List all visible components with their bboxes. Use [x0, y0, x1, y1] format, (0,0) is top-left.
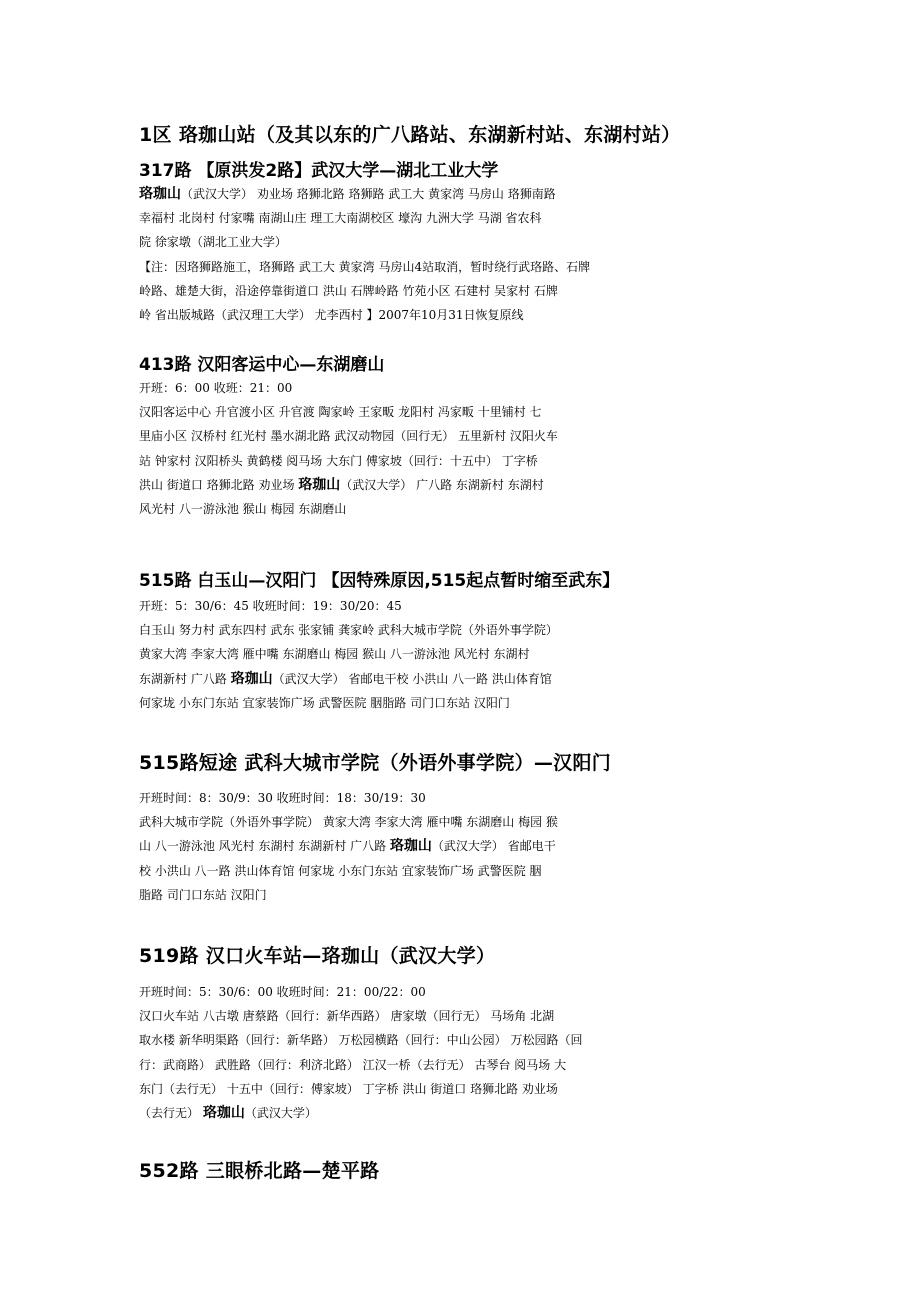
zone-title: 1区 珞珈山站（及其以东的广八路站、东湖新村站、东湖村站）	[139, 124, 681, 146]
route-413-line: 汉阳客运中心 升官渡小区 升官渡 陶家岭 王家畈 龙阳村 冯家畈 十里铺村 七	[139, 405, 542, 420]
route-519-line: 东门（去行无） 十五中（回行：傅家坡） 丁字桥 洪山 街道口 珞狮北路 劝业场	[139, 1081, 558, 1096]
route-515-short-line: 武科大城市学院（外语外事学院） 黄家大湾 李家大湾 雁中嘴 东湖磨山 梅园 猴	[139, 815, 558, 830]
route-519-stops: （去行无）	[139, 1106, 203, 1121]
route-519-body	[139, 980, 582, 1125]
station-highlight: 珞珈山	[389, 838, 432, 855]
route-515-short-line	[139, 834, 558, 858]
route-413-body	[139, 376, 558, 521]
station-highlight: 珞珈山	[230, 670, 273, 687]
route-515-short-title: 515路短途 武科大城市学院（外语外事学院）—汉阳门	[139, 752, 612, 774]
route-515-line: 何家垅 小东门东站 宜家装饰广场 武警医院 胭脂路 司门口东站 汉阳门	[139, 695, 510, 710]
route-519-line: 行：武商路） 武胜路（回行：利济北路） 江汉一桥（去行无） 古琴台 阅马场 大	[139, 1057, 567, 1072]
route-515-short-stops: 山 八一游泳池 风光村 东湖村 东湖新村 广八路	[139, 839, 390, 854]
route-519-stops: （武汉大学）	[244, 1106, 317, 1121]
route-317-note-line: 【注：因珞狮路施工，珞狮路 武工大 黄家湾 马房山4站取消，暂时绕行武珞路、石牌	[139, 259, 591, 274]
route-317-note-line: 岭路、雄楚大街，沿途停靠街道口 洪山 石牌岭路 竹苑小区 石建村 吴家村 石牌	[139, 283, 558, 298]
route-317-title: 317路 【原洪发2路】武汉大学—湖北工业大学	[139, 161, 499, 181]
route-413-line: 站 钟家村 汉阳桥头 黄鹤楼 阅马场 大东门 傅家坡（回行：十五中） 丁字桥	[139, 453, 538, 468]
route-317-line: 幸福村 北岗村 付家嘴 南湖山庄 理工大南湖校区 壕沟 九洲大学 马湖 省农科	[139, 211, 542, 226]
route-515-hours: 开班：5：30/6：45 收班时间：19：30/20：45	[139, 599, 402, 613]
route-317-body	[139, 182, 590, 327]
route-413-line: 风光村 八一游泳池 猴山 梅园 东湖磨山	[139, 502, 347, 517]
route-515-line: 白玉山 努力村 武东四村 武东 张家铺 龚家岭 武科大城市学院（外语外事学院）	[139, 623, 558, 638]
route-515-short-line: 校 小洪山 八一路 洪山体育馆 何家垅 小东门东站 宜家装饰广场 武警医院 胭	[139, 863, 542, 878]
route-413-stops: 洪山 街道口 珞狮北路 劝业场	[139, 477, 299, 492]
station-highlight: 珞珈山	[139, 186, 181, 202]
route-317-line	[139, 182, 590, 206]
route-519-line: 汉口火车站 八古墩 唐蔡路（回行：新华西路） 唐家墩（回行无） 马场角 北湖	[139, 1009, 555, 1024]
route-519-line	[139, 1101, 582, 1125]
route-515-body	[139, 594, 558, 715]
route-413-line: 里庙小区 汉桥村 红光村 墨水湖北路 武汉动物园（回行无） 五里新村 汉阳火车	[139, 429, 558, 444]
route-515-short-body	[139, 786, 558, 907]
route-413-stops: （武汉大学） 广八路 东湖新村 东湖村	[340, 477, 544, 492]
route-515-title: 515路 白玉山—汉阳门 【因特殊原因,515起点暂时缩至武东】	[139, 571, 620, 591]
route-413-hours: 开班：6：00 收班：21：00	[139, 381, 293, 395]
route-515-stops: （武汉大学） 省邮电干校 小洪山 八一路 洪山体育馆	[272, 671, 552, 686]
route-317-stops: （武汉大学） 劝业场 珞狮北路 珞狮路 武工大 黄家湾 马房山 珞狮南路	[181, 187, 556, 201]
route-317-note-line: 岭 省出版城路（武汉理工大学） 尤李西村 】2007年10月31日恢复原线	[139, 308, 524, 323]
route-519-hours: 开班时间：5：30/6：00 收班时间：21：00/22：00	[139, 985, 426, 999]
station-highlight: 珞珈山	[202, 1105, 245, 1122]
route-413-title: 413路 汉阳客运中心—东湖磨山	[139, 355, 385, 375]
route-515-short-line: 脂路 司门口东站 汉阳门	[139, 887, 267, 902]
route-519-title: 519路 汉口火车站—珞珈山（武汉大学）	[139, 945, 496, 967]
route-515-short-hours: 开班时间：8：30/9：30 收班时间：18：30/19：30	[139, 791, 426, 805]
station-highlight: 珞珈山	[298, 476, 341, 493]
route-317-line: 院 徐家墩（湖北工业大学）	[139, 235, 287, 250]
route-515-line	[139, 667, 558, 691]
route-552-title: 552路 三眼桥北路—楚平路	[139, 1160, 380, 1182]
route-515-stops: 东湖新村 广八路	[139, 671, 231, 686]
route-519-line: 取水楼 新华明渠路（回行：新华路） 万松园横路（回行：中山公园） 万松园路（回	[139, 1033, 583, 1048]
route-515-short-stops: （武汉大学） 省邮电干	[431, 839, 556, 854]
route-515-line: 黄家大湾 李家大湾 雁中嘴 东湖磨山 梅园 猴山 八一游泳池 风光村 东湖村	[139, 647, 530, 662]
route-413-line	[139, 473, 558, 497]
